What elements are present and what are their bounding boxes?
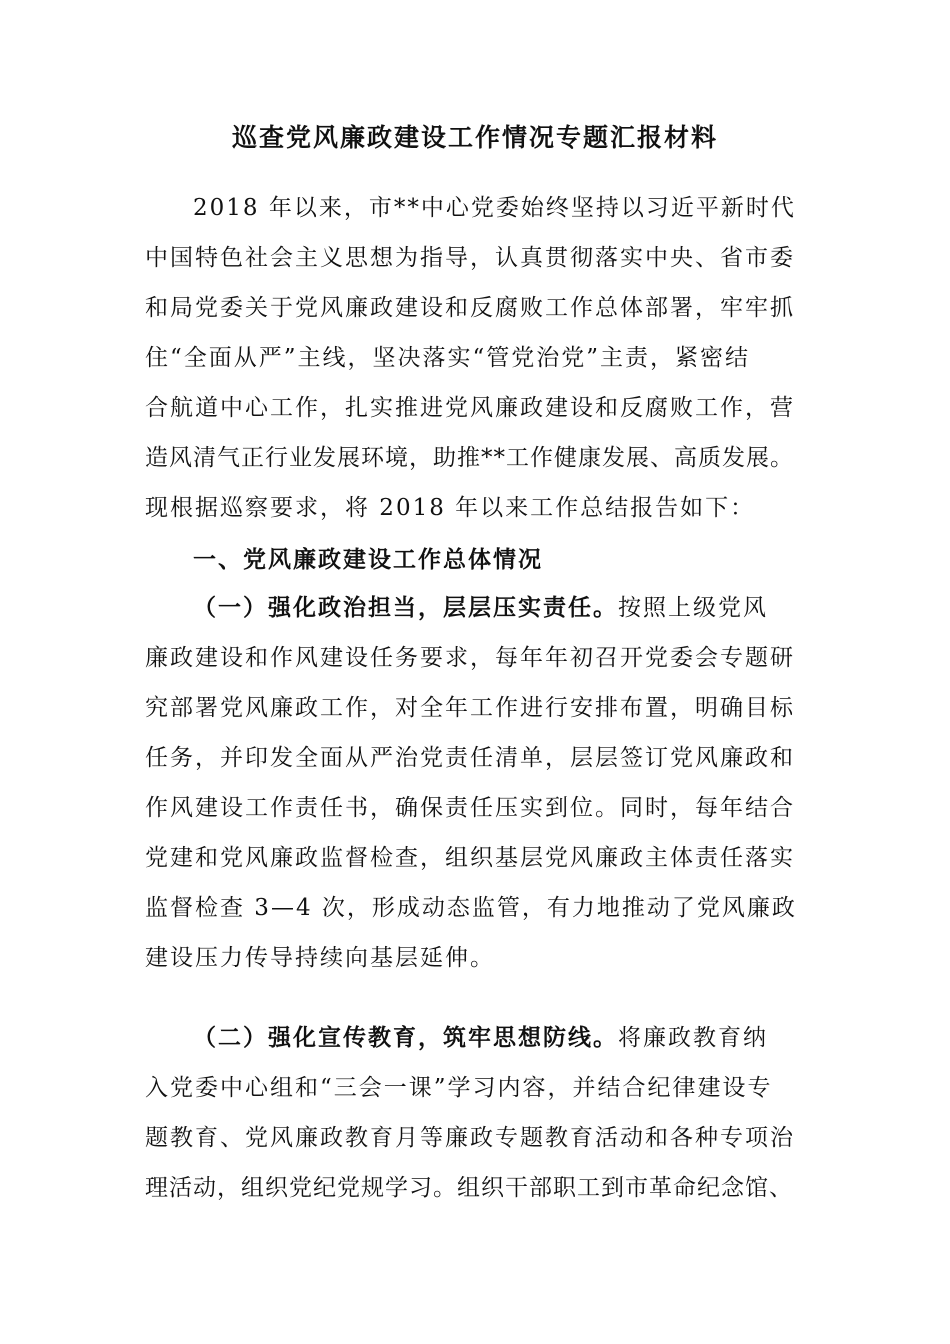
intro-line: 中国特色社会主义思想为指导，认真贯彻落实中央、省市委 [145, 245, 795, 271]
body-line: 建设压力传导持续向基层延伸。 [145, 945, 495, 971]
body-line: 理活动，组织党纪党规学习。组织干部职工到市革命纪念馆、 [145, 1175, 793, 1201]
section-heading: 一、党风廉政建设工作总体情况 [193, 547, 543, 573]
intro-line: 住“全面从严”主线，坚决落实“管党治党”主责，紧密结 [145, 345, 751, 371]
body-line: 廉政建设和作风建设任务要求，每年年初召开党委会专题研 [145, 645, 795, 671]
intro-line: 现根据巡察要求，将 2018 年以来工作总结报告如下： [145, 495, 756, 521]
body-line: 监督检查 3—4 次，形成动态监管，有力地推动了党风廉政 [145, 895, 797, 921]
subsection-first-line: （二）强化宣传教育，筑牢思想防线。将廉政教育纳 [193, 1025, 768, 1051]
page-title: 巡查党风廉政建设工作情况专题汇报材料 [231, 123, 718, 152]
body-line: 任务，并印发全面从严治党责任清单，层层签订党风廉政和 [145, 745, 795, 771]
intro-line: 造风清气正行业发展环境，助推**工作健康发展、高质发展。 [145, 445, 794, 471]
intro-line: 合航道中心工作，扎实推进党风廉政建设和反腐败工作，营 [145, 395, 795, 421]
body-line: 入党委中心组和“三会一课”学习内容，并结合纪律建设专 [145, 1075, 773, 1101]
body-line: 作风建设工作责任书，确保责任压实到位。同时，每年结合 [145, 795, 795, 821]
intro-line: 和局党委关于党风廉政建设和反腐败工作总体部署，牢牢抓 [145, 295, 795, 321]
subsection-first-line: （一）强化政治担当，层层压实责任。按照上级党风 [193, 595, 768, 621]
body-line: 究部署党风廉政工作，对全年工作进行安排布置，明确目标 [145, 695, 795, 721]
body-line: 题教育、党风廉政教育月等廉政专题教育活动和各种专项治 [145, 1125, 795, 1151]
body-line: 党建和党风廉政监督检查，组织基层党风廉政主体责任落实 [145, 845, 795, 871]
intro-line: 2018 年以来，市**中心党委始终坚持以习近平新时代 [193, 195, 796, 221]
subsection-heading: （一）强化政治担当，层层压实责任。 [193, 595, 618, 621]
subsection-heading: （二）强化宣传教育，筑牢思想防线。 [193, 1025, 618, 1051]
